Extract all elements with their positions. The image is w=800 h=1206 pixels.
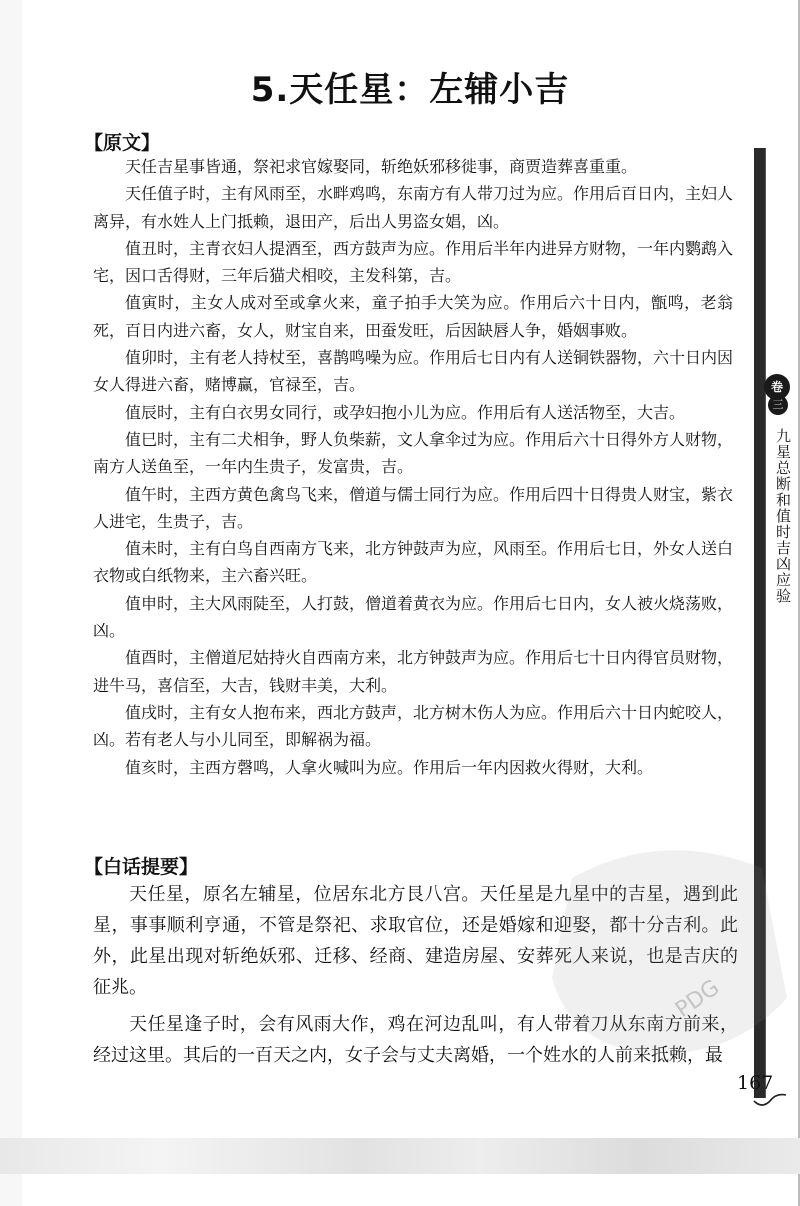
volume-number-badge: 三: [768, 395, 788, 415]
original-paragraph: 值未时，主有白鸟自西南方飞来，北方钟鼓声为应，风雨至。作用后七日，外女人送白衣物或白纸物来，主六畜兴旺。: [93, 539, 734, 586]
scan-left-edge: [0, 0, 22, 1206]
vernacular-heading: 【白话提要】: [84, 856, 199, 878]
watermark-seal-shape: [552, 850, 787, 1053]
original-paragraph: 值酉时，主僧道尼姑持火自西南方来，北方钟鼓声为应。作用后七十日内得官员财物，进牛马，喜信至，大吉，钱财丰美，大利。: [93, 648, 734, 695]
volume-badge: 卷: [764, 374, 790, 400]
watermark-text: PDG: [671, 975, 725, 1023]
original-paragraph: 值辰时，主有白衣男女同行，或孕妇抱小儿为应。作用后有人送活物至，大吉。: [125, 402, 686, 422]
original-paragraph: 值亥时，主西方磬鸣，人拿火喊叫为应。作用后一年内因救火得财，大利。: [125, 757, 654, 777]
original-paragraph: 值申时，主大风雨陡至，人打鼓，僧道着黄衣为应。作用后七日内，女人被火烧荡败，凶。: [93, 593, 734, 641]
page-title: 5.天任星：左辅小吉: [250, 70, 570, 110]
original-paragraph: 值卯时，主有老人持杖至，喜鹊鸣噪为应。作用后七日内有人送铜铁器物，六十日内因女人得进六畜，赌博赢，官禄至，吉。: [93, 348, 734, 395]
original-paragraph: 值寅时，主女人成对至或拿火来，童子拍手大笑为应。作用后六十日内，甑鸣，老翁死，百日内进六畜，女人，财宝自来，田蚕发旺，后因缺唇人争，婚姻事败。: [93, 293, 733, 340]
original-text-body: [93, 153, 733, 781]
vernacular-paragraph: 天任星，原名左辅星，位居东北方艮八宫。天任星是九星中的吉星，遇到此星，事事顺利亨通，不管是祭祀、求取官位，还是婚嫁和迎娶，都十分吉利。此外，此星出现对斩绝妖邪、迁移、经商、建造房屋、安葬死人来说，也是吉庆的征兆。: [93, 884, 738, 998]
scan-bottom-band: [0, 1138, 800, 1174]
original-paragraph: 值戌时，主有女人抱布来，西北方鼓声，北方树木伤人为应。作用后六十日内蛇咬人，凶。若有老人与小儿同至，即解祸为福。: [93, 702, 734, 750]
original-paragraph: 天任值子时，主有风雨至，水畔鸡鸣，东南方有人带刀过为应。作用后百日内，主妇人离异，有水姓人上门抵赖，退田产，后出人男盗女娼，凶。: [93, 184, 734, 231]
chapter-title-vertical: 九星总断和值时吉凶应验: [774, 428, 792, 604]
original-paragraph: 天任吉星事皆通，祭祀求官嫁娶同，斩绝妖邪移徙事，商贾造葬喜重重。: [125, 157, 638, 176]
original-paragraph: 值午时，主西方黄色禽鸟飞来，僧道与儒士同行为应。作用后四十日得贵人财宝，紫衣人进宅，生贵子，吉。: [93, 484, 734, 531]
watermark-seal: [532, 818, 792, 1068]
vernacular-paragraph: 天任星逢子时，会有风雨大作，鸡在河边乱叫，有人带着刀从东南方前来，经过这里。其后的一百天之内，女子会与丈夫离婚，一个姓水的人前来抵赖，最: [93, 1014, 738, 1066]
original-text-heading: 【原文】: [84, 132, 161, 154]
page-number: 167: [737, 1072, 774, 1094]
page-number-swash-icon: [752, 1087, 792, 1111]
original-paragraph: 值巳时，主有二犬相争，野人负柴薪，文人拿伞过为应。作用后六十日得外方人财物，南方人送鱼至，一年内生贵子，发富贵，吉。: [93, 429, 734, 477]
original-paragraph: 值丑时，主青衣妇人提酒至，西方鼓声为应。作用后半年内进异方财物，一年内鹦鹉入宅，因口舌得财，三年后猫犬相咬，主发科第，吉。: [93, 238, 734, 286]
